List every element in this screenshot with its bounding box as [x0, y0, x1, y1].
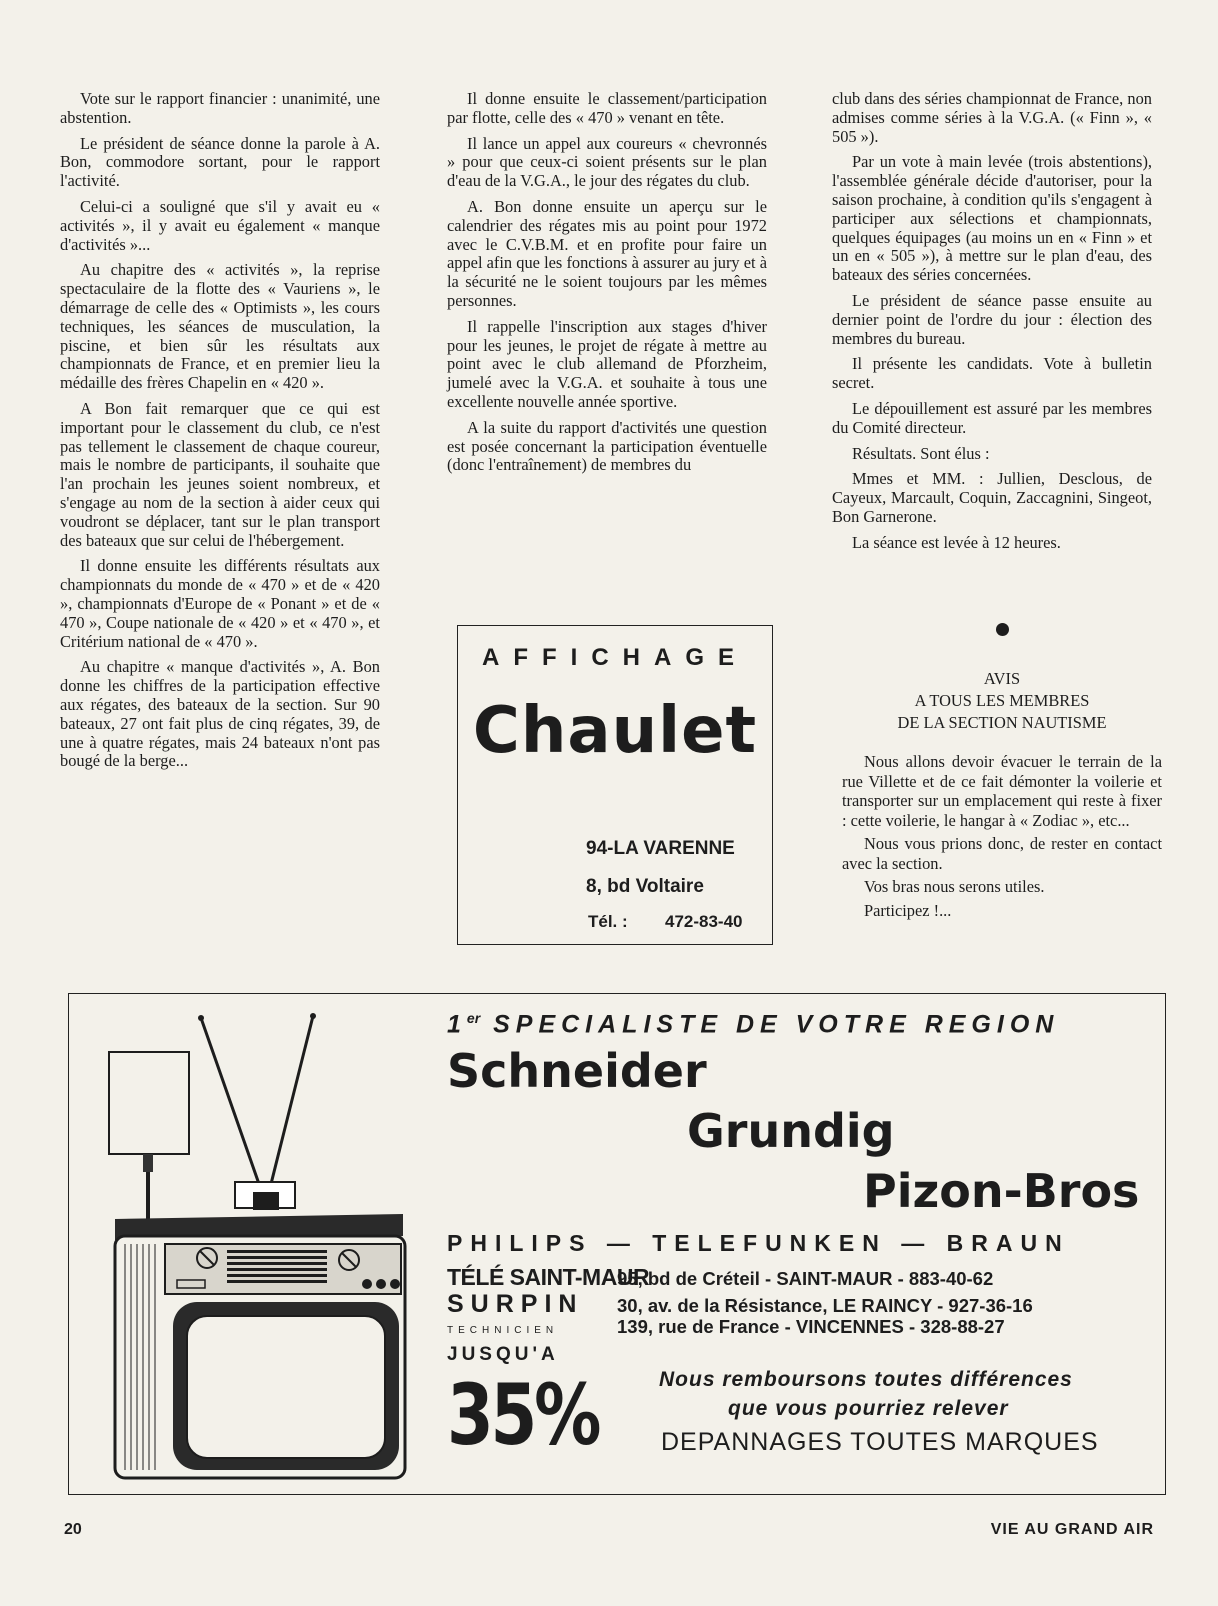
paragraph: Résultats. Sont élus : — [852, 443, 990, 463]
refund-line-2: que vous pourriez relever — [728, 1397, 1009, 1420]
ad-affichage-chaulet — [457, 625, 773, 945]
store-name: TÉLÉ SAINT-MAUR — [447, 1264, 650, 1290]
store-address: 30, av. de la Résistance, LE RAINCY - 927-36-16 — [617, 1295, 1033, 1316]
store-address: 95, bd de Créteil - SAINT-MAUR - 883-40-62 — [617, 1268, 994, 1289]
ad-telephone — [588, 912, 758, 932]
paragraph: A. Bon donne ensuite un aperçu sur le calendrier des régates mis au point pour 1972 avec le C.V.B.M. et en profite pour faire un appel afin que les fonctions à assurer au jury et à la sécurité ne le soient toujours par les mêmes personnes. — [447, 196, 767, 310]
tel-label: Tél. : — [588, 912, 628, 931]
paragraph: Par un vote à main levée (trois abstentions), l'assemblée générale décide d'autoriser, pour la saison prochaine, à condition qu'ils s'engagent à participer aux sélections et championnats, quelques équipages (au moins un en « Finn » et un en « 505 »), à mettre sur le plan d'eau, des bateaux des séries concernées. — [832, 152, 1152, 285]
article-column-1 — [60, 90, 380, 778]
brand-grundig: Grundig — [687, 1104, 895, 1158]
repairs-line: DEPANNAGES TOUTES MARQUES — [661, 1428, 1099, 1456]
bullet-separator — [996, 623, 1009, 636]
ad-address-line2: 8, bd Voltaire — [586, 876, 704, 897]
paragraph: Mmes et MM. : Jullien, Desclous, de Cayeux, Marcault, Coquin, Zaccagnini, Singeot, Bon Garnerone. — [832, 469, 1152, 526]
brand-schneider: Schneider — [447, 1044, 707, 1098]
paragraph: Vote sur le rapport financier : unanimité, une abstention. — [60, 89, 380, 127]
store-row — [447, 1290, 1033, 1319]
paragraph: Il lance un appel aux coureurs « chevronnés » pour que ceux-ci soient présents sur le plan d'eau de la V.G.A., le jour des régates du club. — [447, 133, 767, 191]
ad-address-line1: 94-LA VARENNE — [586, 838, 735, 859]
store-name: TECHNICIEN — [447, 1325, 559, 1336]
tel-number: 472-83-40 — [665, 912, 743, 931]
paragraph: A la suite du rapport d'activités une question est posée concernant la participation éventuelle (donc l'entraînement) de membres du — [447, 417, 767, 475]
paragraph: Au chapitre « manque d'activités », A. Bon donne les chiffres de la participation effective aux régates, des bateaux de la section. Sur 90 bateaux, 27 ont fait plus de cinq régates, 39, de une à quatre régates, mais 24 bateaux n'ont pas bougé de la berge... — [60, 657, 380, 771]
television-icon — [103, 1004, 423, 1484]
other-brands: PHILIPS — TELEFUNKEN — BRAUN — [447, 1230, 1070, 1256]
avis-notice — [842, 668, 1162, 924]
store-row — [447, 1316, 1005, 1338]
paragraph: La séance est levée à 12 heures. — [852, 532, 1061, 552]
paragraph: club dans des séries championnat de France, non admises comme séries à la V.G.A. (« Finn », « 505 »). — [832, 89, 1152, 146]
page-number: 20 — [64, 1521, 82, 1538]
store-name: SURPIN — [447, 1290, 584, 1318]
specialist-number: 1 — [447, 1010, 467, 1039]
paragraph: Le président de séance passe ensuite au dernier point de l'ordre du jour : élection des membres du bureau. — [832, 290, 1152, 348]
paragraph: Il rappelle l'inscription aux stages d'hiver pour les jeunes, le projet de régate à mettre au point avec le club allemand de Pforzheim, jumelé avec la V.G.A. et souhaite à tous une excellente nouvelle année sportive. — [447, 316, 767, 411]
paragraph: Il donne ensuite les différents résultats aux championnats du monde de « 470 » et de « 420 », championnats d'Europe de « Ponant » et de « 470 », Coupe nationale de « 420 » et « 470 », et Critérium national de « 470 ». — [60, 556, 380, 651]
paragraph: Celui-ci a souligné que s'il y avait eu « activités », il y avait eu également « manque d'activités »... — [60, 196, 380, 254]
article-column-3 — [832, 90, 1152, 560]
paragraph: Nous allons devoir évacuer le terrain de la rue Villette et de ce fait démonter la voilerie et transporter sur un emplacement qui reste à fixer : cette voilerie, le hangar à « Zodiac », etc... — [842, 752, 1162, 830]
specialist-ordinal: er — [466, 1010, 481, 1026]
ad-brand: Chaulet — [472, 694, 758, 768]
specialist-headline — [447, 1010, 1059, 1039]
specialist-text: SPECIALISTE DE VOTRE REGION — [493, 1010, 1060, 1039]
paragraph: A Bon fait remarquer que ce qui est important pour le classement du club, ce n'est pas tellement le classement de chaque coureur, mais le nombre de participants, il souhaite que l'an prochain les jeunes soient nombreux, et s'engage au nom de la section à aider ceux qui voudront se déplacer, tant sur le plan transport des bateaux que sur celui de l'hébergement. — [60, 398, 380, 550]
paragraph: Au chapitre des « activités », la reprise spectaculaire de la flotte des « Vauriens », le démarrage de celle des « Optimists », les cours techniques, les séances de musculation, la piscine, et bien sûr les résultats aux championnats de France, et en premier lieu la médaille des frères Chapelin en « 420 ». — [60, 260, 380, 393]
paragraph: Participez !... — [864, 900, 952, 920]
paragraph: Nous vous prions donc, de rester en contact avec la section. — [842, 834, 1162, 873]
avis-subtitle-2: DE LA SECTION NAUTISME — [897, 713, 1107, 732]
brand-pizon-bros: Pizon-Bros — [863, 1164, 1140, 1218]
store-address: 139, rue de France - VINCENNES - 328-88-27 — [617, 1316, 1005, 1337]
paragraph: Le dépouillement est assuré par les membres du Comité directeur. — [832, 398, 1152, 437]
paragraph: Le président de séance donne la parole à A. Bon, commodore sortant, pour le rapport l'activité. — [60, 133, 380, 191]
ad-television-specialist — [68, 993, 1166, 1495]
jusqua-label: JUSQU'A — [447, 1344, 559, 1365]
paragraph: Vos bras nous serons utiles. — [864, 877, 1045, 896]
store-row — [447, 1264, 993, 1291]
magazine-name: VIE AU GRAND AIR — [990, 1521, 1154, 1538]
refund-line-1: Nous remboursons toutes différences — [659, 1368, 1073, 1391]
avis-body — [842, 752, 1162, 920]
avis-subtitle-1: A TOUS LES MEMBRES — [914, 691, 1090, 710]
paragraph: Il présente les candidats. Vote à bulletin secret. — [832, 354, 1152, 393]
article-column-2 — [447, 90, 767, 482]
ad-header: AFFICHAGE — [482, 644, 748, 671]
avis-title: AVIS — [983, 669, 1021, 688]
paragraph: Il donne ensuite le classement/participation par flotte, celle des « 470 » venant en tête. — [447, 89, 767, 127]
discount-percent: 35% — [447, 1366, 599, 1464]
